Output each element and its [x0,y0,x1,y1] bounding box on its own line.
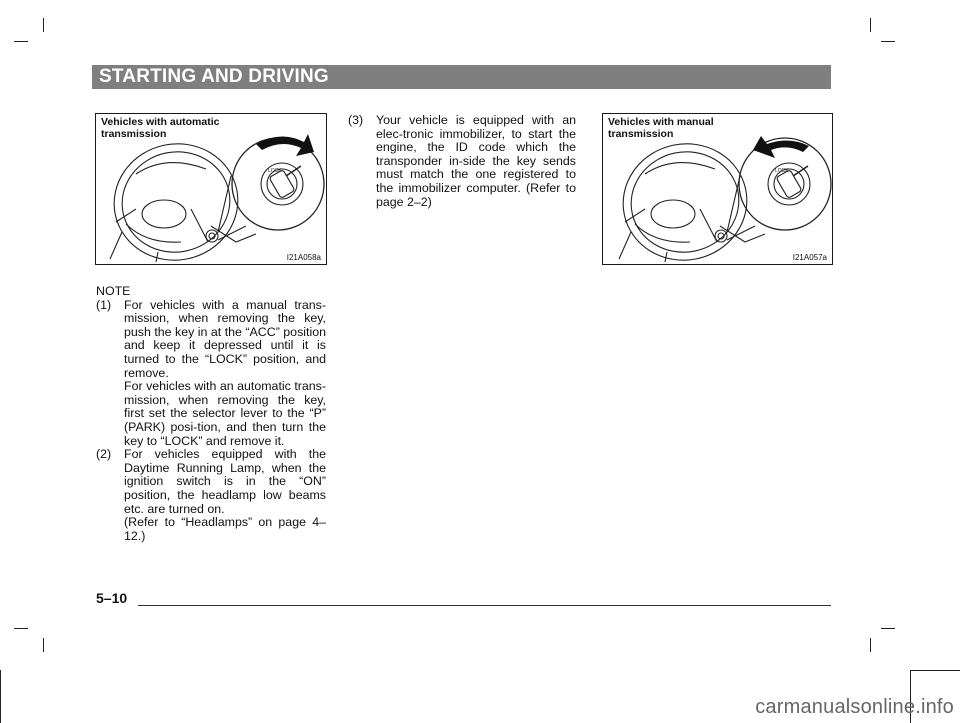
figure-code: I21A058a [286,253,321,262]
watermark: carmanualsonline.info [755,696,954,718]
crop-mark [0,670,1,723]
item-number: (1) [96,297,112,312]
item-number: (2) [96,447,112,462]
crop-mark [870,18,871,32]
crop-mark [881,628,895,629]
note-title: NOTE [96,284,131,298]
caption-text: Vehicles with automatic transmission [101,116,220,140]
section-header [92,65,831,89]
figure-automatic-transmission [95,113,327,265]
crop-mark [14,628,28,629]
svg-text:LOCK: LOCK [268,168,282,174]
note-item [96,448,326,543]
caption-text: Vehicles with manual transmission [608,116,714,140]
item-number: (3) [348,113,364,127]
crop-mark [14,41,28,42]
item-paragraph: For vehicles with a manual trans-mission, when removing the key, push the key in at the “ACC” position and keep it depressed until it is turned to the “LOCK” position, and remove. [124,297,326,380]
page-number: 5–10 [96,590,128,606]
figure-caption [101,117,219,140]
item-paragraph: Your vehicle is equipped with an elec-tronic immobilizer, to start the engine, the ID code which the transponder in-side the key sends must match the one registered to the immobilizer computer. (Refer to page 2–2) [376,113,576,209]
item-paragraph: (Refer to “Headlamps” on page 4–12.) [124,515,326,543]
crop-mark [43,638,44,652]
note-item [96,299,326,449]
section-title: STARTING AND DRIVING [99,66,329,87]
note-block [96,285,326,543]
crop-mark [881,41,895,42]
crop-mark [43,18,44,32]
figure-manual-transmission [602,113,833,265]
figure-code: I21A057a [792,253,827,262]
note-item [348,114,576,209]
crop-mark [870,638,871,652]
svg-text:LOCK: LOCK [775,168,789,174]
figure-caption [608,117,714,140]
item-paragraph: For vehicles with an automatic trans-mission, when removing the key, first set the selector lever to the “P” (PARK) posi-tion, and then turn the key to “LOCK” and remove it. [124,379,326,448]
item-paragraph: For vehicles equipped with the Daytime Running Lamp, when the ignition switch is in the “ON” position, the headlamp low beams etc. are turned on. [124,447,326,516]
footer-rule [138,605,831,606]
item-3-block [348,114,576,209]
crop-mark [910,670,960,671]
